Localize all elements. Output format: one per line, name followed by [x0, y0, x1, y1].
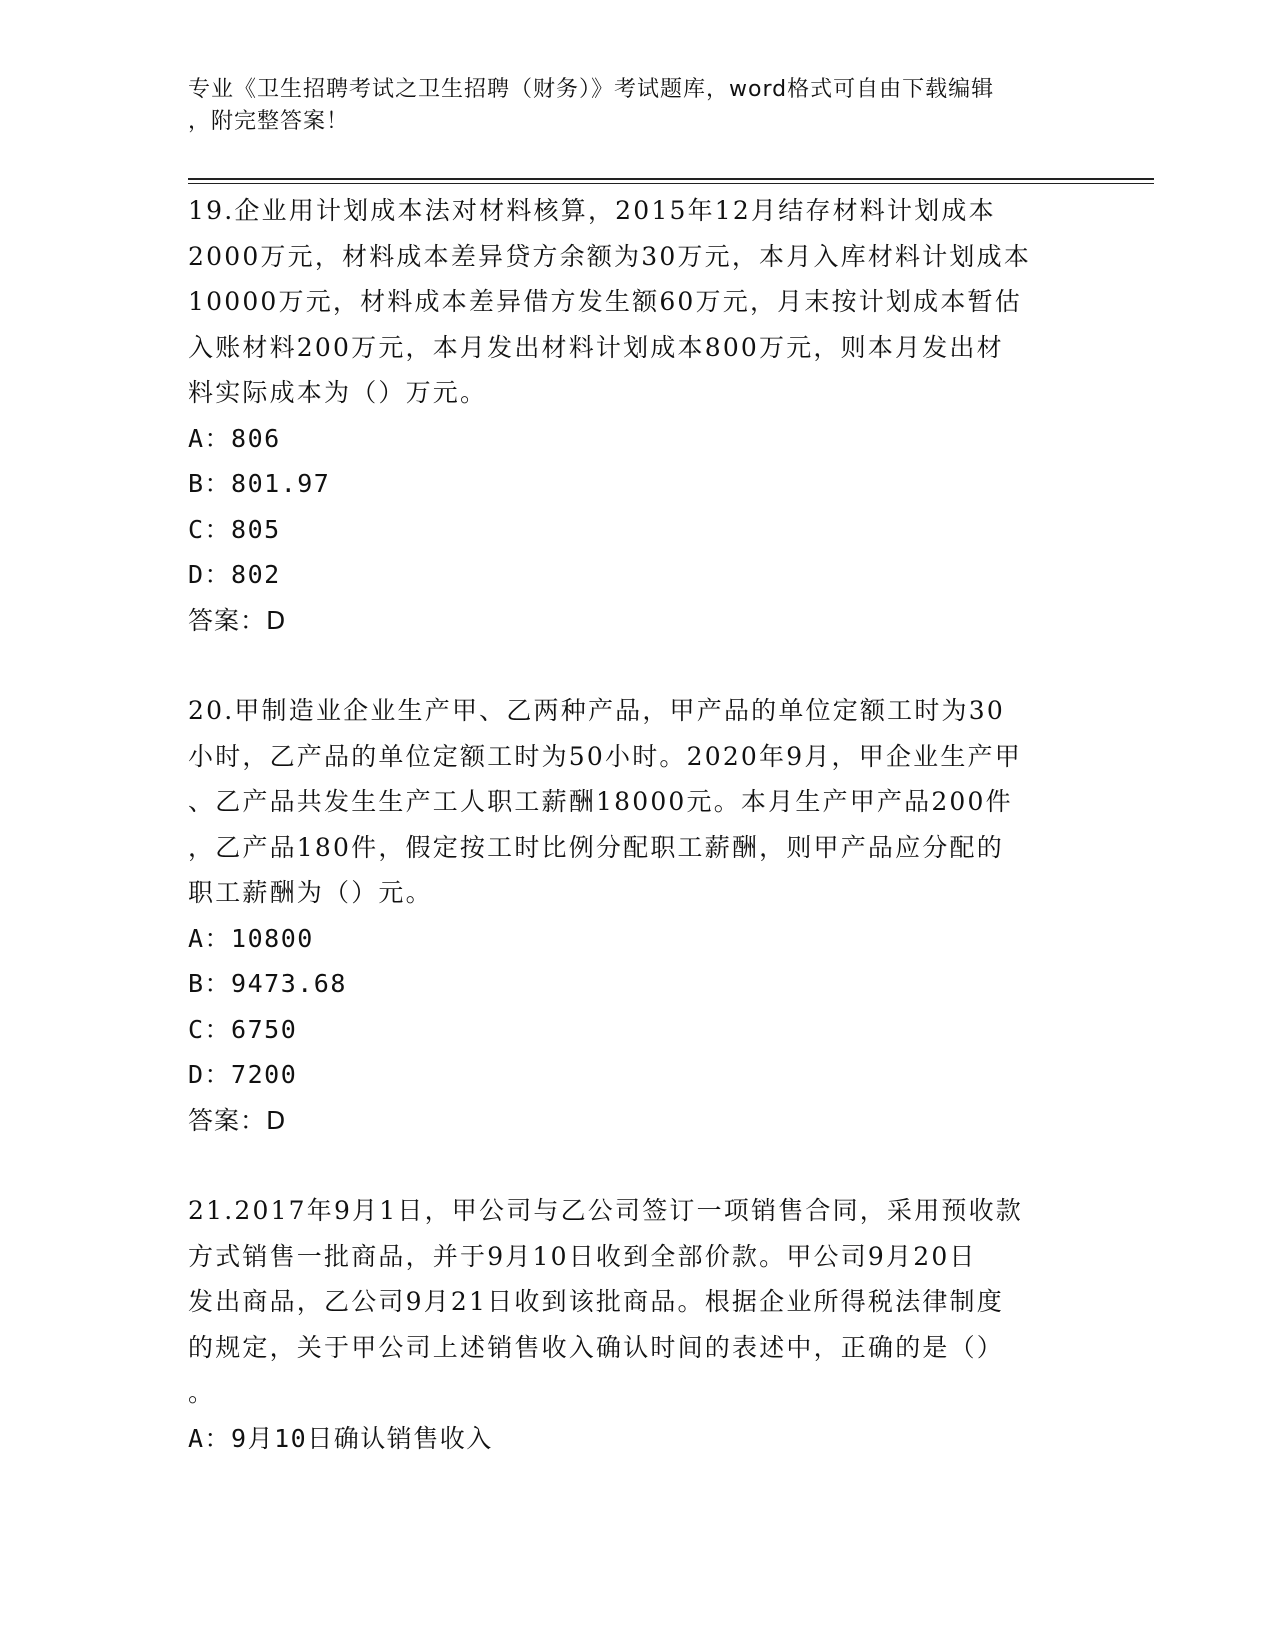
header-divider-thick	[188, 178, 1154, 180]
answer-line: 答案：D	[188, 1105, 287, 1135]
question-stem-line: 20.甲制造业企业生产甲、乙两种产品，甲产品的单位定额工时为30	[188, 696, 1005, 725]
answer-line: 答案：D	[188, 605, 287, 635]
question-stem-line: 21.2017年9月1日，甲公司与乙公司签订一项销售合同，采用预收款	[188, 1196, 1023, 1225]
option-a: A：9月10日确认销售收入	[188, 1423, 493, 1453]
header-title-line-1: 专业《卫生招聘考试之卫生招聘（财务）》考试题库，word格式可自由下载编辑	[188, 77, 995, 102]
question-stem-line: 、乙产品共发生生产工人职工薪酬18000元。本月生产甲产品200件	[188, 787, 1013, 816]
document-header	[188, 74, 1088, 138]
question-stem-line: 入账材料200万元，本月发出材料计划成本800万元，则本月发出材	[188, 332, 1004, 362]
header-divider-thin	[188, 183, 1154, 184]
question-stem-line: 料实际成本为（）万元。	[188, 378, 488, 407]
option-c: C：805	[188, 514, 281, 544]
question-stem-line: 10000万元，材料成本差异借方发生额60万元，月末按计划成本暂估	[188, 287, 1022, 316]
question-stem-line: 发出商品，乙公司9月21日收到该批商品。根据企业所得税法律制度	[188, 1287, 1004, 1316]
option-b: B：801.97	[188, 469, 331, 498]
question-stem-line: 职工薪酬为（）元。	[188, 878, 433, 907]
option-b: B：9473.68	[188, 969, 347, 998]
question-stem-line: 方式销售一批商品，并于9月10日收到全部价款。甲公司9月20日	[188, 1241, 977, 1271]
question-20	[188, 688, 1088, 1143]
question-stem-line: ，乙产品180件，假定按工时比例分配职工薪酬，则甲产品应分配的	[188, 832, 1004, 862]
question-stem-line: 19.企业用计划成本法对材料核算，2015年12月结存材料计划成本	[188, 196, 996, 225]
question-stem-line: 小时，乙产品的单位定额工时为50小时。2020年9月，甲企业生产甲	[188, 741, 1022, 771]
option-a: A：806	[188, 423, 281, 453]
question-19	[188, 188, 1088, 643]
question-stem-line: 的规定，关于甲公司上述销售收入确认时间的表述中，正确的是（）	[188, 1332, 1005, 1362]
question-stem-line: 2000万元，材料成本差异贷方余额为30万元，本月入库材料计划成本	[188, 241, 1032, 271]
question-21	[188, 1188, 1088, 1461]
option-d: D：802	[188, 560, 281, 589]
header-title-line-2: ，附完整答案！	[188, 109, 350, 134]
option-c: C：6750	[188, 1014, 298, 1044]
option-d: D：7200	[188, 1060, 298, 1089]
option-a: A：10800	[188, 923, 314, 953]
question-stem-line: 。	[188, 1378, 216, 1407]
